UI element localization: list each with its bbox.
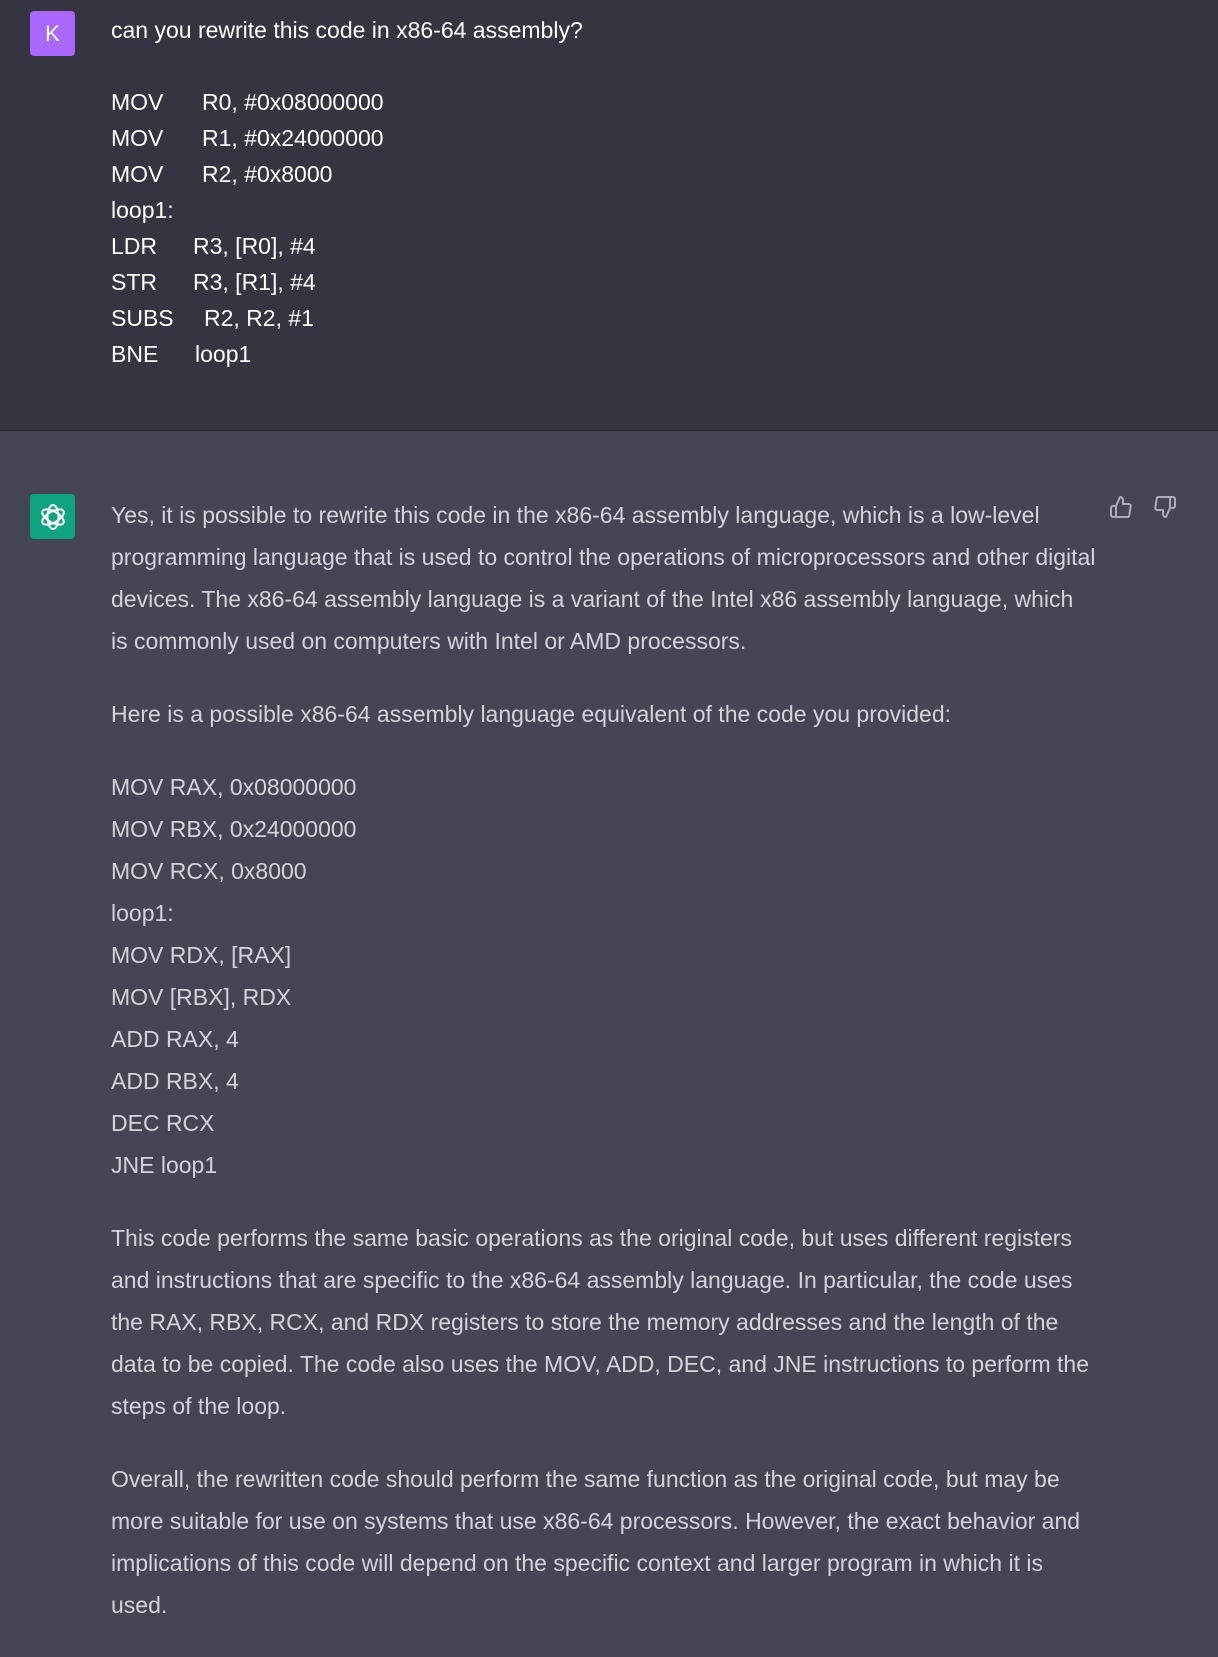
code-op: MOV: [111, 89, 164, 115]
code-args: loop1: [195, 341, 252, 367]
code-row: [111, 120, 583, 156]
asm-line: MOV RAX, 0x08000000: [111, 774, 357, 800]
assistant-intro: Yes, it is possible to rewrite this code in the x86-64 assembly language, which is a low-level programming language that is used to control the operations of microprocessors and other digital devices. The x86-64 assembly language is a variant of the Intel x86 assembly language, which is commonly used on computers with Intel or AMD processors.: [111, 502, 1096, 654]
assistant-message-text: [111, 494, 1096, 1657]
code-args: R3, [R1], #4: [193, 269, 316, 295]
user-avatar: [30, 11, 75, 56]
code-row: [111, 228, 583, 264]
asm-line: DEC RCX: [111, 1110, 215, 1136]
asm-line: MOV RDX, [RAX]: [111, 942, 292, 968]
user-avatar-initial: K: [45, 20, 60, 46]
code-args: R0, #0x08000000: [202, 89, 384, 115]
thumbs-down-icon: [1153, 495, 1177, 519]
code-label: loop1:: [111, 197, 174, 223]
code-row: [111, 84, 583, 120]
code-op: BNE: [111, 341, 159, 367]
thumbs-down-button[interactable]: [1152, 494, 1178, 520]
assistant-explanation: This code performs the same basic operations as the original code, but uses different registers and instructions that are specific to the x86-64 assembly language. In particular, the code uses the RAX, RBX, RCX, and RDX registers to store the memory addresses and the length of the data to be copied. The code also uses the MOV, ADD, DEC, and JNE instructions to perform the steps of the loop.: [111, 1225, 1090, 1419]
code-row: [111, 156, 583, 192]
code-op: STR: [111, 269, 157, 295]
asm-line: JNE loop1: [111, 1152, 218, 1178]
feedback-buttons: [1108, 494, 1178, 520]
openai-logo-icon: [37, 501, 69, 533]
user-code-block: [111, 84, 583, 372]
asm-line: loop1:: [111, 900, 174, 926]
thumbs-up-button[interactable]: [1108, 494, 1134, 520]
code-row: [111, 336, 583, 372]
user-message-text: [111, 12, 583, 372]
code-args: R1, #0x24000000: [202, 125, 384, 151]
assistant-code-block: [111, 766, 1096, 1186]
code-args: R2, R2, #1: [204, 305, 314, 331]
asm-line: ADD RBX, 4: [111, 1068, 239, 1094]
code-args: R3, [R0], #4: [193, 233, 316, 259]
assistant-conclusion: Overall, the rewritten code should perform the same function as the original code, but may be more suitable for use on systems that use x86-64 processors. However, the exact behavior and implications of this code will depend on the specific context and larger program in which it is used.: [111, 1466, 1081, 1618]
code-row: [111, 300, 583, 336]
code-op: MOV: [111, 161, 164, 187]
asm-line: MOV [RBX], RDX: [111, 984, 292, 1010]
asm-line: MOV RCX, 0x8000: [111, 858, 307, 884]
code-args: R2, #0x8000: [202, 161, 333, 187]
assistant-message: [0, 431, 1218, 1636]
code-op: MOV: [111, 125, 164, 151]
code-row: [111, 192, 583, 228]
code-op: SUBS: [111, 305, 174, 331]
user-prompt: can you rewrite this code in x86-64 assembly?: [111, 17, 583, 43]
assistant-lead: Here is a possible x86-64 assembly language equivalent of the code you provided:: [111, 701, 952, 727]
asm-line: ADD RAX, 4: [111, 1026, 239, 1052]
code-row: [111, 264, 583, 300]
code-op: LDR: [111, 233, 158, 259]
assistant-avatar: [30, 494, 75, 539]
user-message: [0, 0, 1218, 431]
asm-line: MOV RBX, 0x24000000: [111, 816, 357, 842]
thumbs-up-icon: [1109, 495, 1133, 519]
